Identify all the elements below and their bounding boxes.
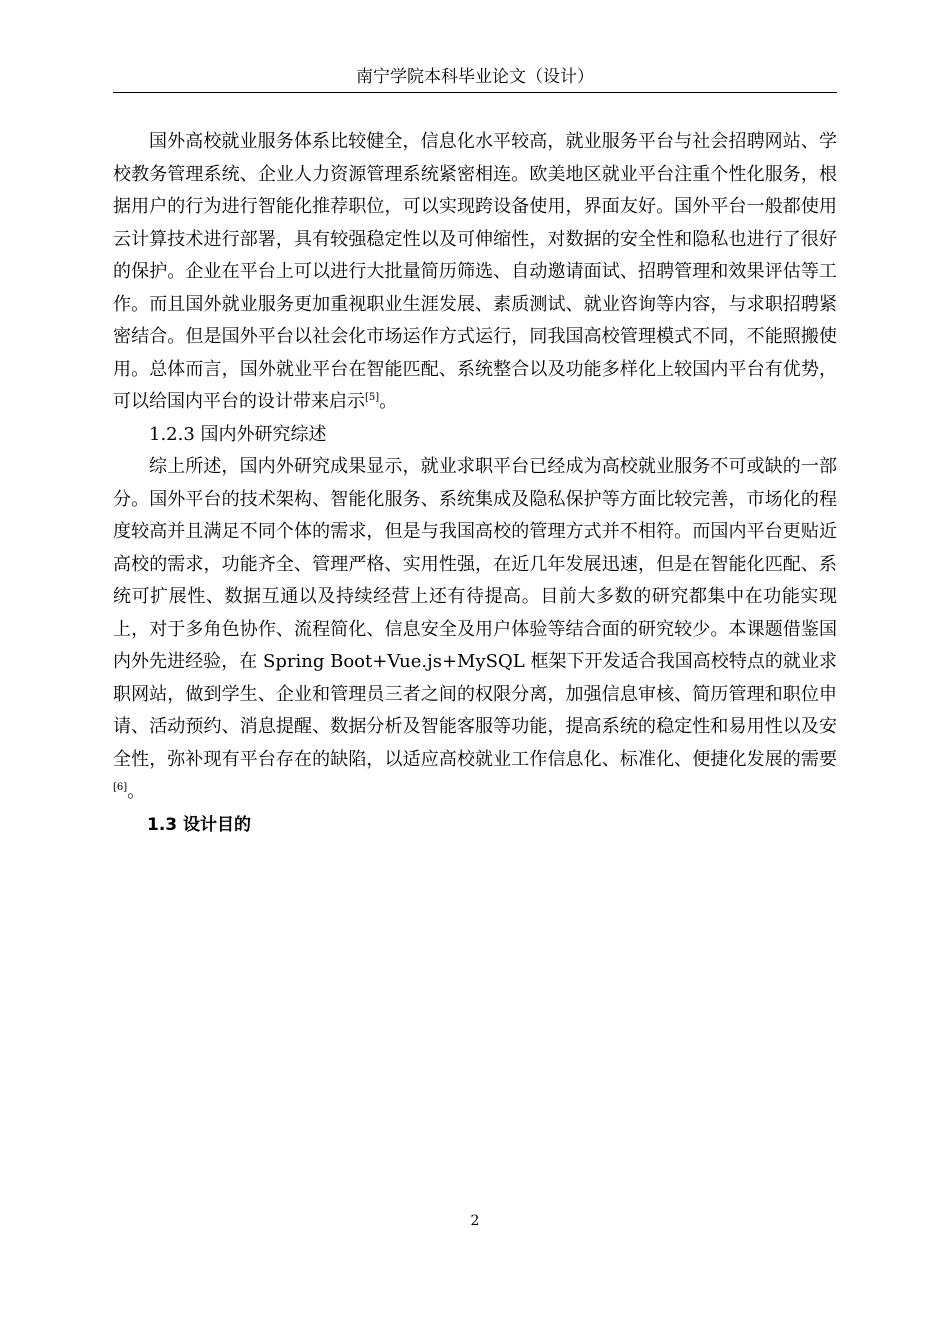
- citation-reference[interactable]: [5]: [365, 392, 380, 403]
- paragraph-end-punctuation: 。: [127, 781, 146, 802]
- subsection-title: 1.2.3 国内外研究综述: [149, 423, 327, 445]
- header-title: 南宁学院本科毕业论文（设计）: [356, 67, 594, 87]
- page-header: [113, 66, 837, 93]
- page-number: 2: [470, 1213, 480, 1229]
- citation-reference[interactable]: [6]: [113, 782, 128, 793]
- section-title: 1.3 设计目的: [147, 814, 252, 835]
- body-paragraph-summary: [113, 451, 837, 809]
- paragraph-end-punctuation: 。: [379, 391, 398, 412]
- page-body: [113, 126, 837, 841]
- section-heading: [113, 809, 837, 842]
- body-paragraph-foreign-platforms: [113, 126, 837, 419]
- paragraph-text: 综上所述，国内外研究成果显示，就业求职平台已经成为高校就业服务不可或缺的一部分。国外平台的技术架构、智能化服务、系统集成及隐私保护等方面比较完善，市场化的程度较高并且满足不同个体的需求，但是与我国高校的管理方式并不相符。而国内平台更贴近高校的需求，功能齐全、管理严格、实用性强，在近几年发展迅速，但是在智能化匹配、系统可扩展性、数据互通以及持续经营上还有待提高。目前大多数的研究都集中在功能实现上，对于多角色协作、流程简化、信息安全及用户体验等结合面的研究较少。本课题借鉴国内外先进经验，在 Spring Boot+Vue.js+MySQL 框架下开发适合我国高校特点的就业求职网站，做到学生、企业和管理员三者之间的权限分离，加强信息审核、简历管理和职位申请、活动预约、消息提醒、数据分析及智能客服等功能，提高系统的稳定性和易用性以及安全性，弥补现有平台存在的缺陷，以适应高校就业工作信息化、标准化、便捷化发展的需要: [113, 456, 837, 770]
- paragraph-text: 国外高校就业服务体系比较健全，信息化水平较高，就业服务平台与社会招聘网站、学校教务管理系统、企业人力资源管理系统紧密相连。欧美地区就业平台注重个性化服务，根据用户的行为进行智能化推荐职位，可以实现跨设备使用，界面友好。国外平台一般都使用云计算技术进行部署，具有较强稳定性以及可伸缩性，对数据的安全性和隐私也进行了很好的保护。企业在平台上可以进行大批量简历筛选、自动邀请面试、招聘管理和效果评估等工作。而且国外就业服务更加重视职业生涯发展、素质测试、就业咨询等内容，与求职招聘紧密结合。但是国外平台以社会化市场运作方式运行，同我国高校管理模式不同，不能照搬使用。总体而言，国外就业平台在智能匹配、系统整合以及功能多样化上较国内平台有优势，可以给国内平台的设计带来启示: [113, 131, 837, 412]
- subsection-heading: [113, 419, 837, 452]
